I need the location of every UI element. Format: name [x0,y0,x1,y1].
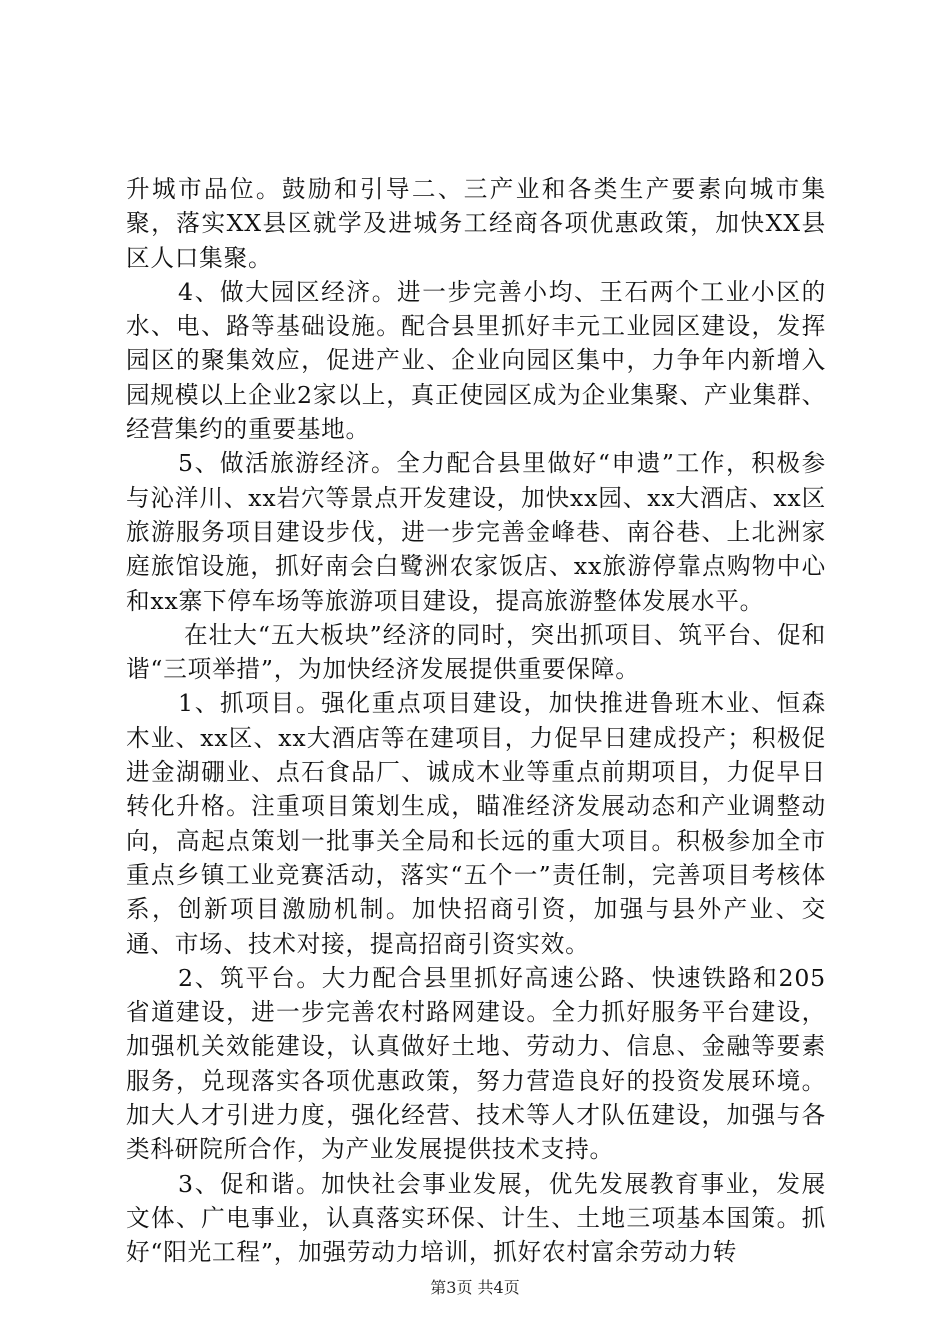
paragraph-tourism-economy: 5、做活旅游经济。全力配合县里做好“申遗”工作，积极参与沁洋川、xx岩穴等景点开发建设，加快xx园、xx大酒店、xx区旅游服务项目建设步伐，进一步完善金峰巷、南谷巷、上北洲家庭旅馆设施，抓好南会白鹭洲农家饭店、xx旅游停靠点购物中心和xx寨下停车场等旅游项目建设，提高旅游整体发展水平。 [126,449,826,615]
document-body [126,172,826,1270]
paragraph-projects: 1、抓项目。强化重点项目建设，加快推进鲁班木业、恒森木业、xx区、xx大酒店等在建项目，力促早日建成投产；积极促进金湖硼业、点石食品厂、诚成木业等重点前期项目，力促早日转化升格。注重项目策划生成，瞄准经济发展动态和产业调整动向，高起点策划一批事关全局和长远的重大项目。积极参加全市重点乡镇工业竞赛活动，落实“五个一”责任制，完善项目考核体系，创新项目激励机制。加快招商引资，加强与县外产业、交通、市场、技术对接，提高招商引资实效。 [126,689,826,958]
paragraph-park-economy: 4、做大园区经济。进一步完善小均、王石两个工业小区的水、电、路等基础设施。配合县里抓好丰元工业园区建设，发挥园区的聚集效应，促进产业、企业向园区集中，力争年内新增入园规模以上企业2家以上，真正使园区成为企业集聚、产业集群、经营集约的重要基地。 [126,277,826,444]
paragraph-platforms: 2、筑平台。大力配合县里抓好高速公路、快速铁路和205省道建设，进一步完善农村路网建设。全力抓好服务平台建设，加强机关效能建设，认真做好土地、劳动力、信息、金融等要素服务，兑现落实各项优惠政策，努力营造良好的投资发展环境。加大人才引进力度，强化经营、技术等人才队伍建设，加强与各类科研院所合作，为产业发展提供技术支持。 [126,963,826,1164]
paragraph-three-measures: 在壮大“五大板块”经济的同时，突出抓项目、筑平台、促和谐“三项举措”，为加快经济发展提供重要保障。 [126,620,826,684]
paragraph-continuation: 升城市品位。鼓励和引导二、三产业和各类生产要素向城市集聚，落实XX县区就学及进城务工经商各项优惠政策，加快XX县区人口集聚。 [126,175,826,272]
page-number-footer: 第3页 共4页 [430,1278,520,1297]
paragraph-harmony: 3、促和谐。加快社会事业发展，优先发展教育事业，发展文体、广电事业，认真落实环保、计生、土地三项基本国策。抓好“阳光工程”，加强劳动力培训，抓好农村富余劳动力转 [126,1169,826,1267]
